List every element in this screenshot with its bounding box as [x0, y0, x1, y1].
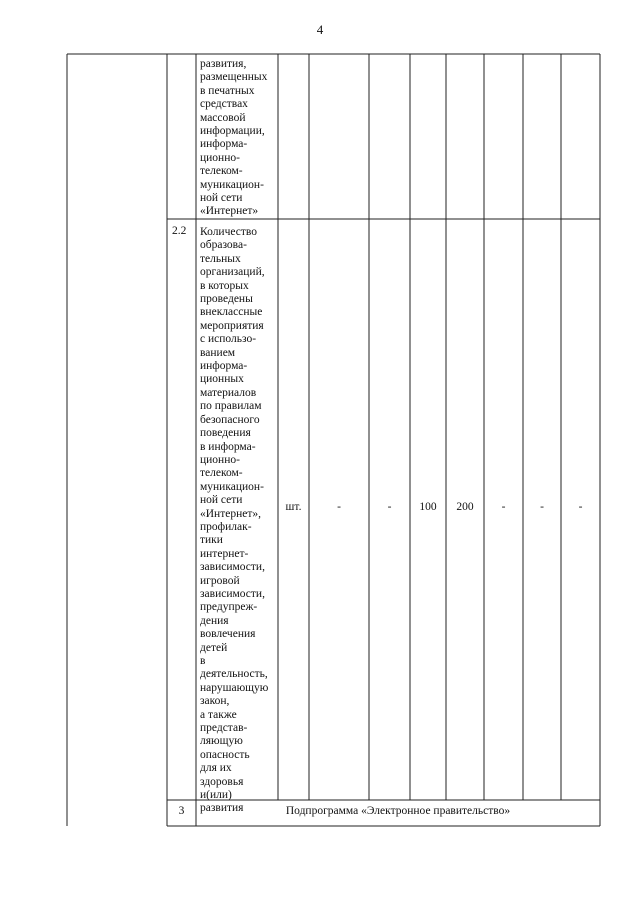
- value-cell-6: -: [540, 501, 544, 513]
- subprogram-number: 3: [178, 805, 185, 817]
- value-cell-5: -: [501, 501, 506, 513]
- subprogram-title: Подпрограмма «Электронное правительство»: [285, 805, 511, 817]
- indicator-number: 2.2: [172, 225, 187, 237]
- continued-indicator-text: развития, размещенных в печатных средствах массовой информации, информа- ционно- телеком- муникацион- ной сети «Интернет»: [200, 58, 268, 218]
- value-cell-1: -: [337, 501, 341, 513]
- value-cell-3: 100: [419, 501, 437, 513]
- value-cell-4: 200: [456, 501, 474, 513]
- value-cell-7: -: [578, 501, 583, 513]
- unit-cell: шт.: [285, 501, 302, 513]
- value-cell-2: -: [387, 501, 392, 513]
- indicator-description: Количество образова- тельных организаций, в которых проведены внеклассные мероприятия с использо- ванием информа- ционных материалов по правилам безопасного поведения в информа- ционно- телеком- муникацион- ной сети «Интернет», профилак- тики интернет- зависимости, игровой зависимости, предупреж- дения вовлечения детей в деятельность, нарушающую закон, а также представ- ляющую опасность для их здоровья и(или) развития: [200, 226, 269, 815]
- page-number: 4: [316, 22, 324, 37]
